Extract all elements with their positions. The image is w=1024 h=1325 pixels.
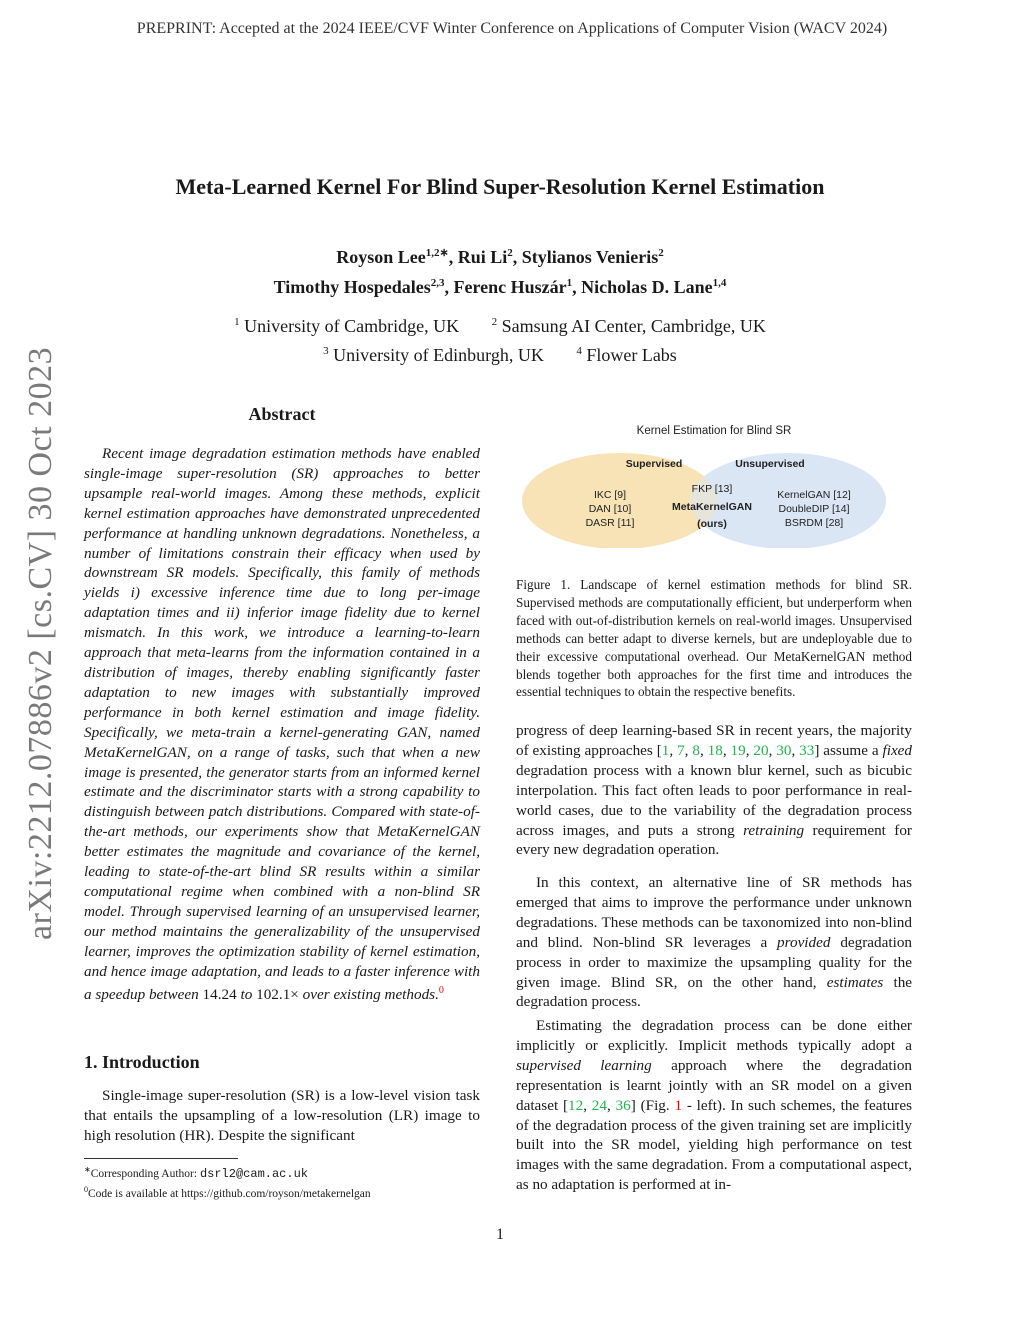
text-run: degradation process in order to maximize the upsampling quality for the given image. Blind SR, on the other hand, — [516, 933, 913, 991]
affil-name: Samsung AI Center, Cambridge, UK — [501, 316, 766, 336]
footnote-text: Corresponding Author: — [90, 1167, 198, 1180]
affiliation-line-1 — [0, 310, 1000, 339]
affil-name: University of Cambridge, UK — [244, 316, 460, 336]
affil-number: 2 — [491, 316, 498, 328]
text-run: the degradation process. — [516, 973, 913, 1011]
email-link[interactable]: dsrl2@cam.ac.uk — [199, 1166, 308, 1181]
page-number: 1 — [496, 1226, 504, 1243]
author-name: Stylianos Venieris — [521, 247, 659, 267]
emphasis: estimates — [826, 973, 884, 991]
citation-link[interactable]: 12 — [568, 1096, 584, 1114]
citation-link[interactable]: 33 — [799, 741, 815, 759]
citation-link[interactable]: 8 — [692, 741, 700, 759]
text-run: degradation process with a known blur kernel, such as bicubic interpolation. This fact often leads to poor performance in real-world cases, due to the variability of the degradation process across images, and puts a strong — [516, 761, 912, 839]
abstract-main: Recent image degradation estimation methods have enabled single-image super-resolution (SR) approaches to better upsample real-world images. Among these methods, explicit kernel estimation approaches have demonstrated unprecedented performance at handling unknown degradations. Nonetheless, a number of limitations constrain their efficacy when used by downstream SR models. Specifically, this family of methods yields i) excessive inference time due to long per-image adaptation times and ii) inferior image fidelity due to kernel mismatch. In this work, we introduce a learning-to-learn approach that meta-learns from the information contained in a distribution of images, thereby enabling significantly faster adaptation to new images with substantially improved performance in both kernel estimation and image fidelity. Specifically, we meta-train a kernel-generating GAN, named MetaKernelGAN, on a range of tasks, such that when a new image is presented, the generator starts from an informed kernel estimate and the discriminator starts with a strong capability to distinguish between patch distributions. Compared with state-of-the-art methods, our experiments show that MetaKernelGAN better estimates the magnitude and covariance of the kernel, leading to state-of-the-art blind SR results within a similar computational regime when combined with a non-blind SR model. Through supervised learning of an unsupervised learner, our method maintains the generalizability of the unsupervised learner, improves the optimization stability of kernel estimation, and hence image adaptation, and leads to a faster inference with a speedup between — [84, 445, 480, 1004]
text-run: ] (Fig. — [630, 1096, 670, 1114]
method-label: FKP [13] — [691, 483, 733, 495]
author-name: Nicholas D. Lane — [581, 277, 713, 297]
emphasis: provided — [777, 933, 831, 951]
author-line-2: Timothy Hospedales$^{2,3}$, Ferenc Huszár$^1$, Nicholas D. Lane$^{1,4}$ — [273, 277, 727, 297]
author-list — [0, 240, 1000, 300]
figure-1-venn-diagram — [516, 418, 912, 548]
column2-paragraph-3 — [516, 1016, 912, 1195]
speedup-low: 14.24 — [202, 986, 237, 1004]
author-affil-sup: 2 — [658, 247, 664, 259]
affil-number: 1 — [234, 316, 240, 328]
author-affil-sup: 2 — [507, 247, 513, 259]
emphasis: supervised learning — [516, 1056, 652, 1074]
abstract-to: to — [240, 986, 253, 1004]
method-label: DASR [11] — [585, 517, 635, 529]
text-run: - left). In such schemes, the features of the degradation process of the given training set are implicitly built into the SR model, yielding high performance on test images with the same degradation. From a computational aspect, as no adaptation is performed at in- — [516, 1096, 913, 1194]
method-label: DoubleDIP [14] — [778, 503, 850, 515]
affil-name: Flower Labs — [586, 345, 677, 365]
citation-link[interactable]: 18 — [707, 741, 723, 759]
method-label-ours-tag: (ours) — [697, 518, 727, 530]
corresponding-mark: ∗ — [439, 247, 449, 259]
author-name: Royson Lee — [336, 247, 426, 267]
emphasis: fixed — [882, 741, 913, 759]
method-label: BSRDM [28] — [784, 517, 844, 529]
author-affil-sup: 1,4 — [712, 277, 727, 289]
author-affil-sup: 1,2 — [425, 247, 440, 259]
author-name: Ferenc Huszár — [453, 277, 567, 297]
speedup-high: 102.1× — [256, 986, 299, 1004]
figure-reference-link[interactable]: 1 — [674, 1096, 683, 1114]
figure-title: Kernel Estimation for Blind SR — [636, 425, 792, 437]
paper-title: Meta-Learned Kernel For Blind Super-Resolution Kernel Estimation — [175, 174, 825, 199]
affil-number: 4 — [576, 345, 582, 357]
author-name: Timothy Hospedales — [273, 277, 431, 297]
affiliation-line-2 — [0, 339, 1000, 368]
author-name: Rui Li — [457, 247, 508, 267]
introduction-text: Single-image super-resolution (SR) is a low-level vision task that entails the upsampling of a low-resolution (LR) image to high resolution (HR). Despite the significant — [84, 1087, 480, 1144]
method-label: KernelGAN [12] — [777, 489, 851, 501]
text-run: requirement for every new degradation operation. — [516, 821, 912, 859]
citation-link[interactable]: 7 — [677, 741, 685, 759]
code-link[interactable]: Code is available at https://github.com/royson/metakernelgan — [88, 1187, 371, 1200]
footnote-mark: ∗ — [84, 1165, 91, 1174]
method-label: DAN [10] — [588, 503, 632, 515]
citation-link[interactable]: 20 — [753, 741, 769, 759]
abstract-text — [84, 444, 480, 1005]
footnote-mark-link[interactable]: 0 — [438, 985, 444, 997]
text-run: Estimating the degradation process can be done either implicitly or explicitly. Implicit methods typically adopt a — [516, 1017, 912, 1054]
text-run: approach where the degradation representation is learnt jointly with an SR model on a given dataset [ — [516, 1056, 913, 1114]
section-heading-introduction: 1. Introduction — [84, 1052, 200, 1072]
citation-link[interactable]: 1 — [661, 741, 670, 759]
text-run: ] assume a — [814, 741, 879, 759]
method-label-ours: MetaKernelGAN — [672, 501, 752, 513]
footnotes — [84, 1162, 504, 1202]
figure-1-caption: Figure 1. Landscape of kernel estimation methods for blind SR. Supervised methods are computationally efficient, but underperform when faced with out-of-distribution kernels on real-world images. Unsupervised methods can better adapt to diverse kernels, but are undeployable due to their excessive computational overhead. Our MetaKernelGAN method blends together both approaches for the first time and introduces the essential techniques to obtain the respective benefits. — [516, 577, 912, 700]
author-line-1: Royson Lee$^{1,2∗}$, Rui Li$^2$, Stylianos Venieris$^2$ — [336, 247, 664, 267]
footnote-mark: 0 — [84, 1184, 88, 1194]
footnote-code — [84, 1182, 504, 1202]
footnote-rule — [84, 1158, 238, 1159]
text-run: progress of deep learning-based SR in recent years, the majority of existing approaches [ — [516, 722, 912, 759]
text-run: In this context, an alternative line of SR methods has emerged that aims to improve the performance under unknown degradations. These methods can be taxonomized into non-blind and blind. Non-blind SR leverages a — [516, 874, 912, 951]
citation-link[interactable]: 36 — [615, 1096, 631, 1114]
author-affil-sup: 2,3 — [430, 277, 445, 289]
supervised-label: Supervised — [625, 458, 683, 470]
emphasis: retraining — [743, 821, 805, 839]
citation-list: 12, 24, 36 — [568, 1096, 631, 1114]
column2-paragraph-1 — [516, 721, 912, 860]
unsupervised-label: Unsupervised — [735, 458, 805, 470]
column2-paragraph-2 — [516, 873, 912, 1012]
author-affil-sup: 1 — [566, 277, 573, 289]
preprint-header: PREPRINT: Accepted at the 2024 IEEE/CVF Winter Conference on Applications of Computer Vision (WACV 2024) — [136, 20, 888, 37]
citation-list: 1, 7, 8, 18, 19, 20, 30, 33 — [661, 741, 815, 759]
citation-link[interactable]: 19 — [730, 741, 746, 759]
abstract-heading: Abstract — [248, 404, 316, 424]
citation-link[interactable]: 24 — [591, 1096, 607, 1114]
abstract-tail: over existing methods. — [302, 986, 439, 1004]
affil-number: 3 — [323, 345, 329, 357]
citation-link[interactable]: 30 — [776, 741, 792, 759]
affil-name: University of Edinburgh, UK — [333, 345, 544, 365]
method-label: IKC [9] — [593, 489, 627, 501]
arxiv-identifier: arXiv:2212.07886v2 [cs.CV] 30 Oct 2023 — [22, 346, 59, 940]
footnote-corresponding — [84, 1162, 504, 1182]
affiliations — [0, 310, 1000, 368]
